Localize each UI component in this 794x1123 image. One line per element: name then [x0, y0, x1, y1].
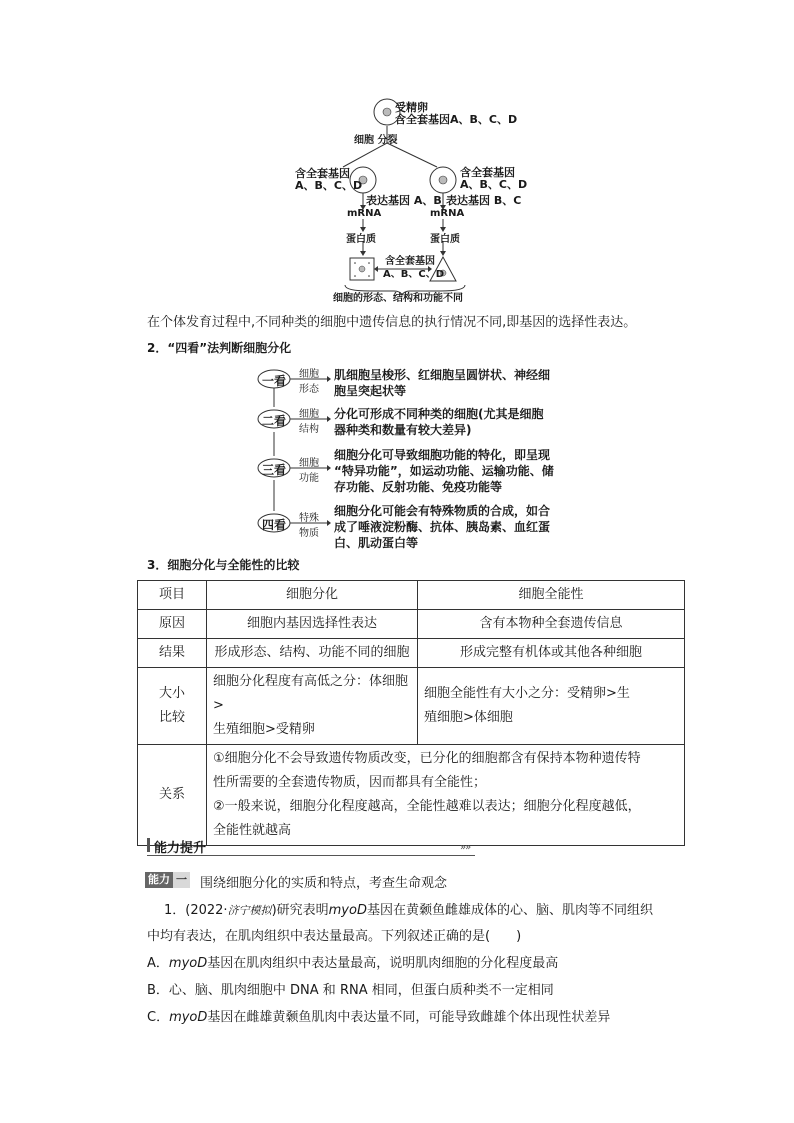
- section-divider: [147, 855, 475, 856]
- cell-line: 大小: [158, 686, 185, 701]
- look-3-line-3: 存功能、反射功能、免疫功能等: [334, 480, 503, 494]
- look-2-aspect-2: 结构: [299, 424, 319, 435]
- protein-left: 蛋白质: [346, 234, 376, 245]
- table-row: [138, 668, 685, 745]
- table-row: [138, 745, 685, 846]
- question-text: )研究表明: [271, 903, 329, 918]
- option-a-label: A．: [147, 956, 169, 971]
- mrna-right: mRNA: [430, 208, 465, 219]
- option-c: [147, 1006, 610, 1025]
- cell-line: 生殖细胞>受精卵: [213, 722, 315, 737]
- table-cell: 形成形态、结构、功能不同的细胞: [207, 639, 418, 668]
- table-cell: [207, 668, 418, 745]
- look-2-aspect-1: 细胞: [299, 409, 319, 420]
- zygote-genes: 含全套基因A、B、C、D: [395, 113, 518, 126]
- look-2-line-1: 分化可形成不同种类的细胞(尤其是细胞: [334, 407, 544, 421]
- capability-badge-label: 能力: [145, 872, 173, 888]
- section-arrows: »»: [460, 842, 471, 853]
- zygote-label: 受精卵: [395, 101, 428, 114]
- option-c-label: C．: [147, 1010, 170, 1025]
- cell-line: 细胞分化程度有高低之分：体细胞>: [213, 674, 409, 713]
- question-line-1: [164, 899, 653, 918]
- option-c-text: 基因在雌雄黄颡鱼肌肉中表达量不同，可能导致雌雄个体出现性状差异: [207, 1010, 611, 1025]
- section-title: 能力提升: [154, 841, 207, 856]
- table-header-cell: 细胞全能性: [418, 581, 685, 610]
- look-3-aspect-2: 功能: [299, 473, 319, 484]
- gene-name: myoD: [168, 956, 208, 971]
- look-3-line-2: “特异功能”，如运动功能、运输功能、储: [334, 464, 554, 478]
- look-4-line-3: 白、肌动蛋白等: [334, 536, 419, 550]
- bottom-caption: 细胞的形态、结构和功能不同: [333, 293, 463, 304]
- look-4-line-2: 成了唾液淀粉酶、抗体、胰岛素、血红蛋: [334, 520, 551, 534]
- left-genes-2: A、B、C、D: [295, 179, 363, 192]
- table-cell: 结果: [138, 639, 207, 668]
- table-header-cell: 细胞分化: [207, 581, 418, 610]
- question-prefix: 1．(2022·: [164, 903, 228, 918]
- look-4-line-1: 细胞分化可能会有特殊物质的合成，如合: [334, 504, 551, 518]
- table-header-cell: 项目: [138, 581, 207, 610]
- table-cell: 关系: [138, 745, 207, 846]
- bottom-genes-1: 含全套基因: [385, 256, 435, 267]
- look-1-title: 一看: [262, 374, 287, 388]
- cell-line: 比较: [158, 710, 185, 725]
- mrna-left: mRNA: [347, 208, 382, 219]
- comparison-table: [137, 580, 685, 846]
- right-express: 表达基因 B、C: [446, 194, 522, 207]
- question-line-2: 中均有表达，在肌肉组织中表达量最高。下列叙述正确的是( ): [147, 929, 522, 944]
- left-genes-1: 含全套基因: [295, 167, 350, 180]
- protein-right: 蛋白质: [430, 234, 460, 245]
- bottom-genes-2: A、B、C、D: [383, 269, 445, 280]
- look-3-line-1: 细胞分化可导致细胞功能的特化，即呈现: [334, 448, 551, 462]
- look-4-aspect-1: 特殊: [299, 513, 319, 524]
- look-1-line-2: 胞呈突起状等: [334, 384, 407, 398]
- cell-line: 殖细胞>体细胞: [424, 710, 513, 725]
- table-row: [138, 639, 685, 668]
- table-cell: [138, 668, 207, 745]
- capability-badge: [145, 872, 190, 888]
- paragraph-selective-expression: 在个体发育过程中,不同种类的细胞中遗传信息的执行情况不同,即基因的选择性表达。: [147, 315, 637, 330]
- option-a: [147, 952, 558, 971]
- look-4-aspect-2: 物质: [299, 528, 319, 539]
- look-1-line-1: 肌细胞呈梭形、红细胞呈圆饼状、神经细: [334, 368, 551, 382]
- cell-line: 全能性就越高: [213, 823, 292, 838]
- option-a-text: 基因在肌肉组织中表达量最高，说明肌肉细胞的分化程度最高: [207, 956, 559, 971]
- look-2-title: 二看: [262, 414, 287, 428]
- look-1-aspect-2: 形态: [299, 384, 319, 395]
- table-row: [138, 581, 685, 610]
- table-cell: [418, 668, 685, 745]
- option-b: B．心、脑、肌肉细胞中 DNA 和 RNA 相同，但蛋白质种类不一定相同: [147, 983, 554, 998]
- right-genes-2: A、B、C、D: [460, 178, 528, 191]
- look-1-aspect-1: 细胞: [299, 369, 319, 380]
- capability-badge-number: 一: [173, 872, 190, 888]
- table-cell: 形成完整有机体或其他各种细胞: [418, 639, 685, 668]
- gene-name: myoD: [328, 903, 367, 918]
- question-source: 济宁模拟: [227, 904, 272, 917]
- table-cell: 含有本物种全套遗传信息: [418, 610, 685, 639]
- table-row: [138, 610, 685, 639]
- heading-four-look: 2．“四看”法判断细胞分化: [147, 341, 292, 355]
- table-cell: 细胞内基因选择性表达: [207, 610, 418, 639]
- cell-line: ②一般来说，细胞分化程度越高，全能性越难以表达；细胞分化程度越低，: [213, 799, 641, 814]
- gene-name: myoD: [169, 1010, 208, 1025]
- section-bar: [147, 838, 150, 852]
- look-4-title: 四看: [262, 518, 287, 532]
- table-cell: 原因: [138, 610, 207, 639]
- right-genes-1: 含全套基因: [460, 166, 515, 179]
- heading-comparison: 3．细胞分化与全能性的比较: [147, 558, 300, 572]
- look-2-line-2: 器种类和数量有较大差异): [334, 423, 472, 437]
- division-label: 细胞 分裂: [354, 135, 398, 146]
- cell-line: 细胞全能性有大小之分：受精卵>生: [424, 686, 630, 701]
- look-3-title: 三看: [262, 463, 287, 477]
- question-text: 基因在黄颡鱼雌雄成体的心、脑、肌肉等不同组织: [366, 903, 653, 918]
- table-cell: [207, 745, 685, 846]
- capability-text: 围绕细胞分化的实质和特点，考查生命观念: [200, 876, 448, 891]
- cell-line: ①细胞分化不会导致遗传物质改变，已分化的细胞都含有保持本物种遗传特: [213, 751, 641, 766]
- left-express: 表达基因 A、B: [366, 194, 442, 207]
- cell-line: 性所需要的全套遗传物质，因而都具有全能性；: [213, 775, 487, 790]
- look-3-aspect-1: 细胞: [299, 458, 319, 469]
